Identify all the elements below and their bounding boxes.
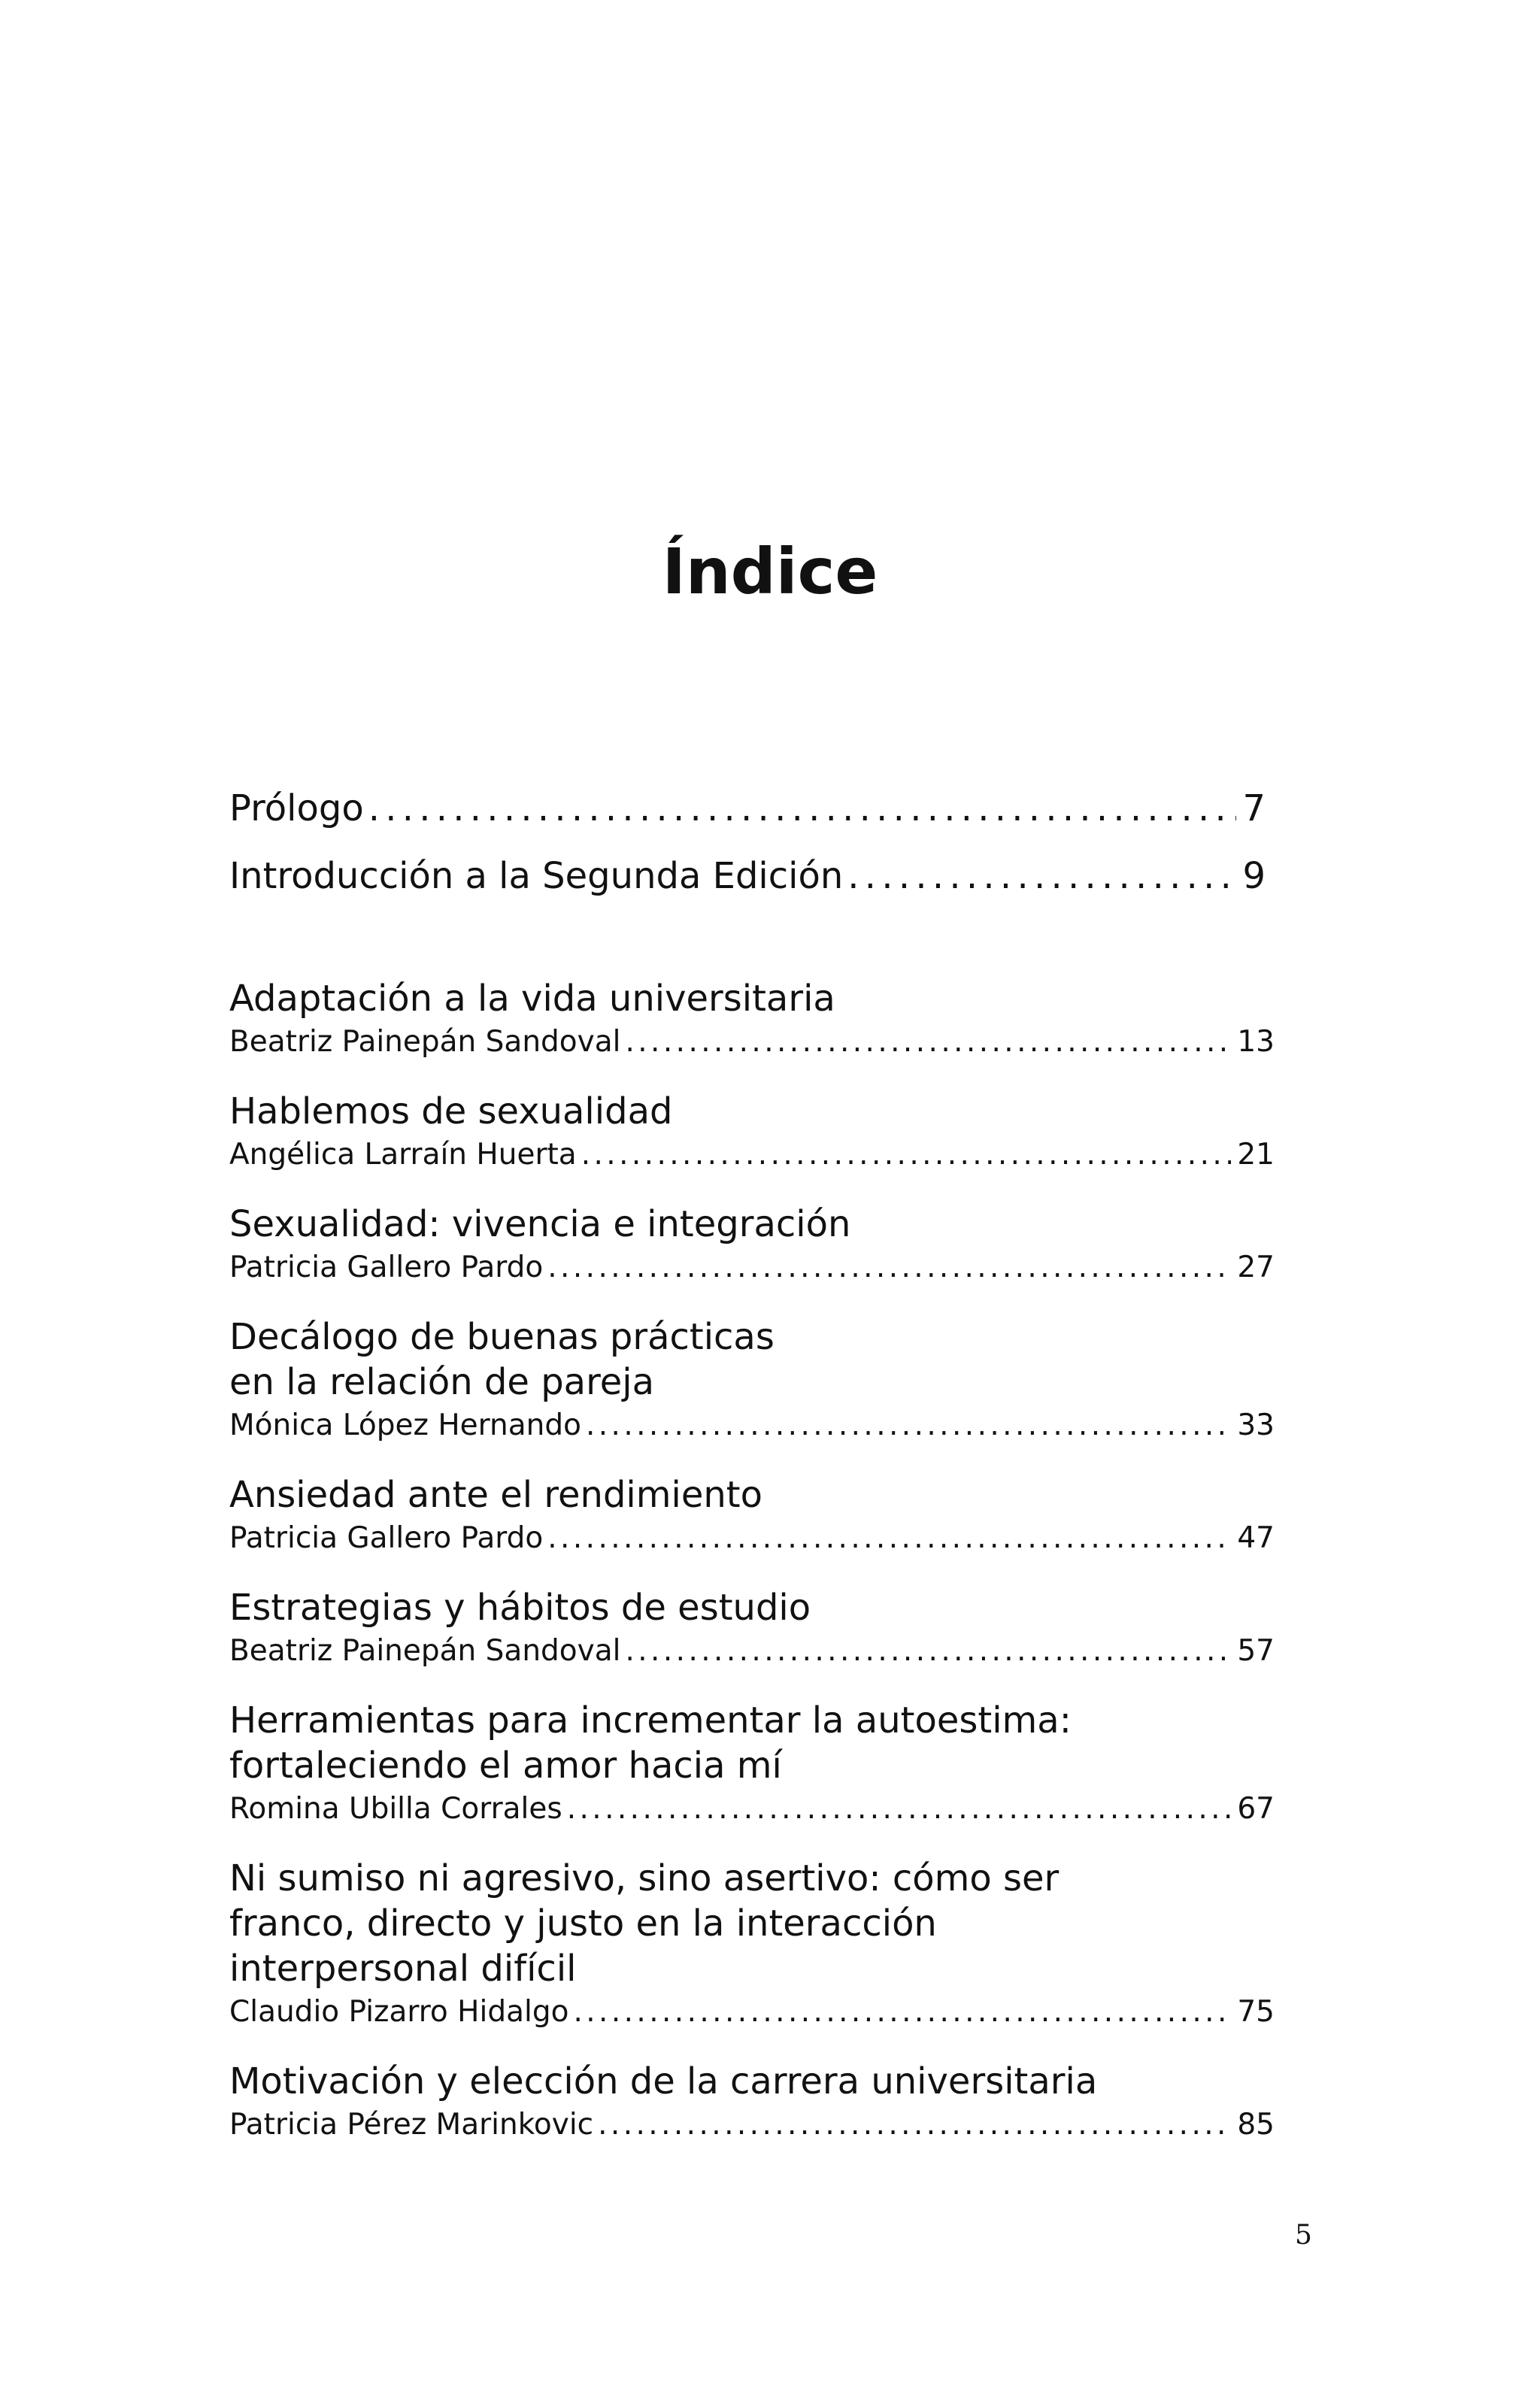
toc-page-number: 21 xyxy=(1237,1138,1275,1172)
toc-chapter-entry[interactable] xyxy=(229,2059,1275,2146)
toc-page-number: 57 xyxy=(1237,1634,1275,1668)
chapter-author: Angélica Larraín Huerta xyxy=(229,1138,577,1172)
dot-leader xyxy=(598,2104,1231,2146)
dot-leader xyxy=(625,1021,1231,1063)
dot-leader xyxy=(547,1517,1231,1560)
chapter-author: Beatriz Painepán Sandoval xyxy=(229,1025,621,1059)
toc-page-number: 85 xyxy=(1237,2108,1275,2142)
toc-page-number: 75 xyxy=(1237,1995,1275,2029)
toc-chapter-entry[interactable] xyxy=(229,1698,1275,1830)
chapter-title: Adaptación a la vida universitaria xyxy=(229,978,835,1020)
chapter-author: Beatriz Painepán Sandoval xyxy=(229,1634,621,1668)
toc-page-number: 67 xyxy=(1237,1792,1275,1826)
dot-leader xyxy=(368,775,1237,842)
chapter-author: Patricia Gallero Pardo xyxy=(229,1251,544,1284)
toc-entry-prologo[interactable] xyxy=(229,775,1275,842)
toc-chapter-entry[interactable] xyxy=(229,1314,1275,1447)
chapter-author-row xyxy=(229,1134,1275,1176)
chapter-title-continued: interpersonal difícil xyxy=(229,1948,577,1990)
chapter-author: Romina Ubilla Corrales xyxy=(229,1792,562,1826)
chapter-author-row xyxy=(229,1630,1275,1672)
toc-page-number: 13 xyxy=(1237,1025,1275,1059)
chapter-title: Ni sumiso ni agresivo, sino asertivo: cómo ser xyxy=(229,1857,1060,1899)
chapter-author-row xyxy=(229,1991,1275,2033)
table-of-contents xyxy=(229,775,1275,2172)
dot-leader xyxy=(625,1630,1231,1672)
toc-page-number: 7 xyxy=(1242,787,1266,829)
dot-leader xyxy=(567,1788,1232,1830)
toc-chapter-entry[interactable] xyxy=(229,1585,1275,1672)
toc-entry-label: Introducción a la Segunda Edición xyxy=(229,855,844,897)
toc-page-number: 27 xyxy=(1237,1251,1275,1284)
page-title: Índice xyxy=(662,535,878,608)
chapter-author-row xyxy=(229,2104,1275,2146)
toc-chapter-entry[interactable] xyxy=(229,1856,1275,2033)
toc-entry-introduccion[interactable] xyxy=(229,842,1275,910)
chapter-author: Patricia Gallero Pardo xyxy=(229,1521,544,1555)
dot-leader xyxy=(573,1991,1231,2033)
toc-chapter-entry[interactable] xyxy=(229,976,1275,1063)
chapter-title: Decálogo de buenas prácticas xyxy=(229,1316,775,1358)
chapter-author-row xyxy=(229,1021,1275,1063)
chapter-author: Claudio Pizarro Hidalgo xyxy=(229,1995,569,2029)
chapter-title: Herramientas para incrementar la autoestima: xyxy=(229,1699,1072,1742)
dot-leader xyxy=(581,1134,1232,1176)
chapter-title: Estrategias y hábitos de estudio xyxy=(229,1587,811,1629)
dot-leader xyxy=(847,842,1236,910)
page-number: 5 xyxy=(1295,2220,1312,2251)
toc-page-number: 9 xyxy=(1242,855,1266,897)
chapter-author-row xyxy=(229,1788,1275,1830)
chapter-title-continued: fortaleciendo el amor hacia mí xyxy=(229,1745,782,1787)
dot-leader xyxy=(547,1247,1231,1289)
chapter-title: Sexualidad: vivencia e integración xyxy=(229,1203,851,1245)
chapter-title: Hablemos de sexualidad xyxy=(229,1090,673,1132)
chapter-author-row xyxy=(229,1405,1275,1447)
chapter-title: Ansiedad ante el rendimiento xyxy=(229,1474,762,1516)
chapter-author: Patricia Pérez Marinkovic xyxy=(229,2108,594,2142)
dot-leader xyxy=(586,1405,1231,1447)
chapter-author-row xyxy=(229,1517,1275,1560)
toc-entry-label: Prólogo xyxy=(229,787,364,829)
toc-page-number: 47 xyxy=(1237,1521,1275,1555)
chapter-author: Mónica López Hernando xyxy=(229,1408,581,1442)
chapter-title: Motivación y elección de la carrera universitaria xyxy=(229,2060,1098,2102)
toc-page-number: 33 xyxy=(1237,1408,1275,1442)
chapter-author-row xyxy=(229,1247,1275,1289)
chapter-title-continued: franco, directo y justo en la interacción xyxy=(229,1902,937,1945)
toc-chapter-entry[interactable] xyxy=(229,1472,1275,1560)
chapter-title-continued: en la relación de pareja xyxy=(229,1361,655,1403)
toc-chapter-entry[interactable] xyxy=(229,1089,1275,1176)
toc-chapter-entry[interactable] xyxy=(229,1202,1275,1289)
